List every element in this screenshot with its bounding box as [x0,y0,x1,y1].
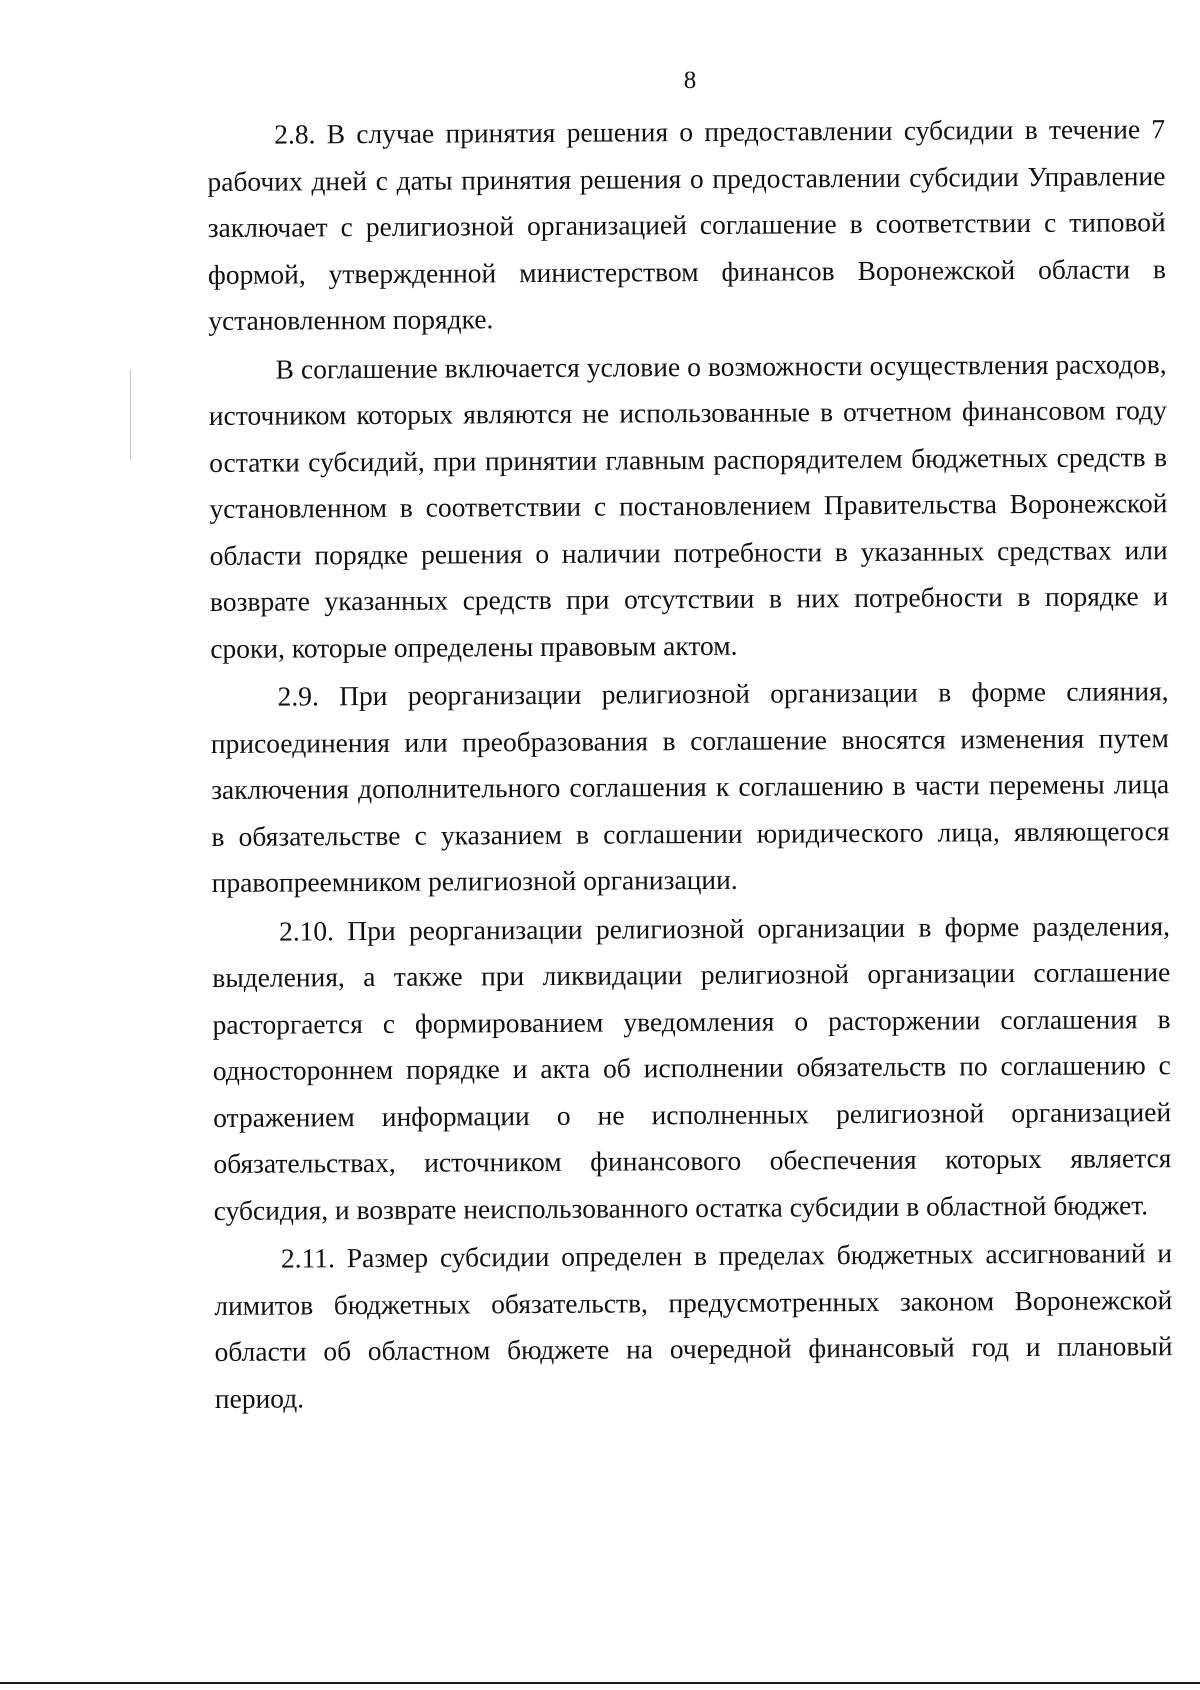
paragraph-2-11: 2.11. Размер субсидии определен в пределах бюджетных ассигнований и лимитов бюджетных обязательств, предусмотренных законом Воронежской области об областном бюджете на очередной финансовый год и плановый период. [214,1237,1173,1414]
paragraph-2-9: 2.9. При реорганизации религиозной организации в форме слияния, присоединения или преобразования в соглашение вносятся изменения путем заключения дополнительного соглашения к соглашению в части перемены лица в обязательстве с указанием в соглашении юридического лица, являющегося правопреемником религиозной организации. [210,675,1170,898]
paragraph-2-8: 2.8. В случае принятия решения о предоставлении субсидии в течение 7 рабочих дней с даты принятия решения о предоставлении субсидии Управление заключает с религиозной организацией соглашение в соответствии с типовой формой, утвержденной министерством финансов Воронежской области в установленном порядке. [207,113,1167,336]
document-body [207,106,1173,1424]
scan-artifact-line [130,370,131,460]
scan-bottom-edge-line [0,1682,1200,1684]
paragraph-2-8-continuation: В соглашение включается условие о возможности осуществления расходов, источником которых являются не использованные в отчетном финансовом году остатки субсидий, при принятии главным распорядителем бюджетных средств в установленном в соответствии с постановлением Правительства Воронежской области порядке решения о наличии потребности в указанных средствах или возврате указанных средств при отсутствии в них потребности в порядке и сроки, которые определены правовым актом. [208,347,1169,664]
page-number: 8 [683,67,697,94]
paragraph-2-10: 2.10. При реорганизации религиозной организации в форме разделения, выделения, а также при ликвидации религиозной организации соглашение расторгается с формированием уведомления о расторжении соглашения в одностороннем порядке и акта об исполнении обязательств по соглашению с отражением информации о не исполненных религиозной организацией обязательствах, источником финансового обеспечения которых является субсидия, и возврате неиспользованного остатка субсидии в областной бюджет. [212,909,1172,1226]
